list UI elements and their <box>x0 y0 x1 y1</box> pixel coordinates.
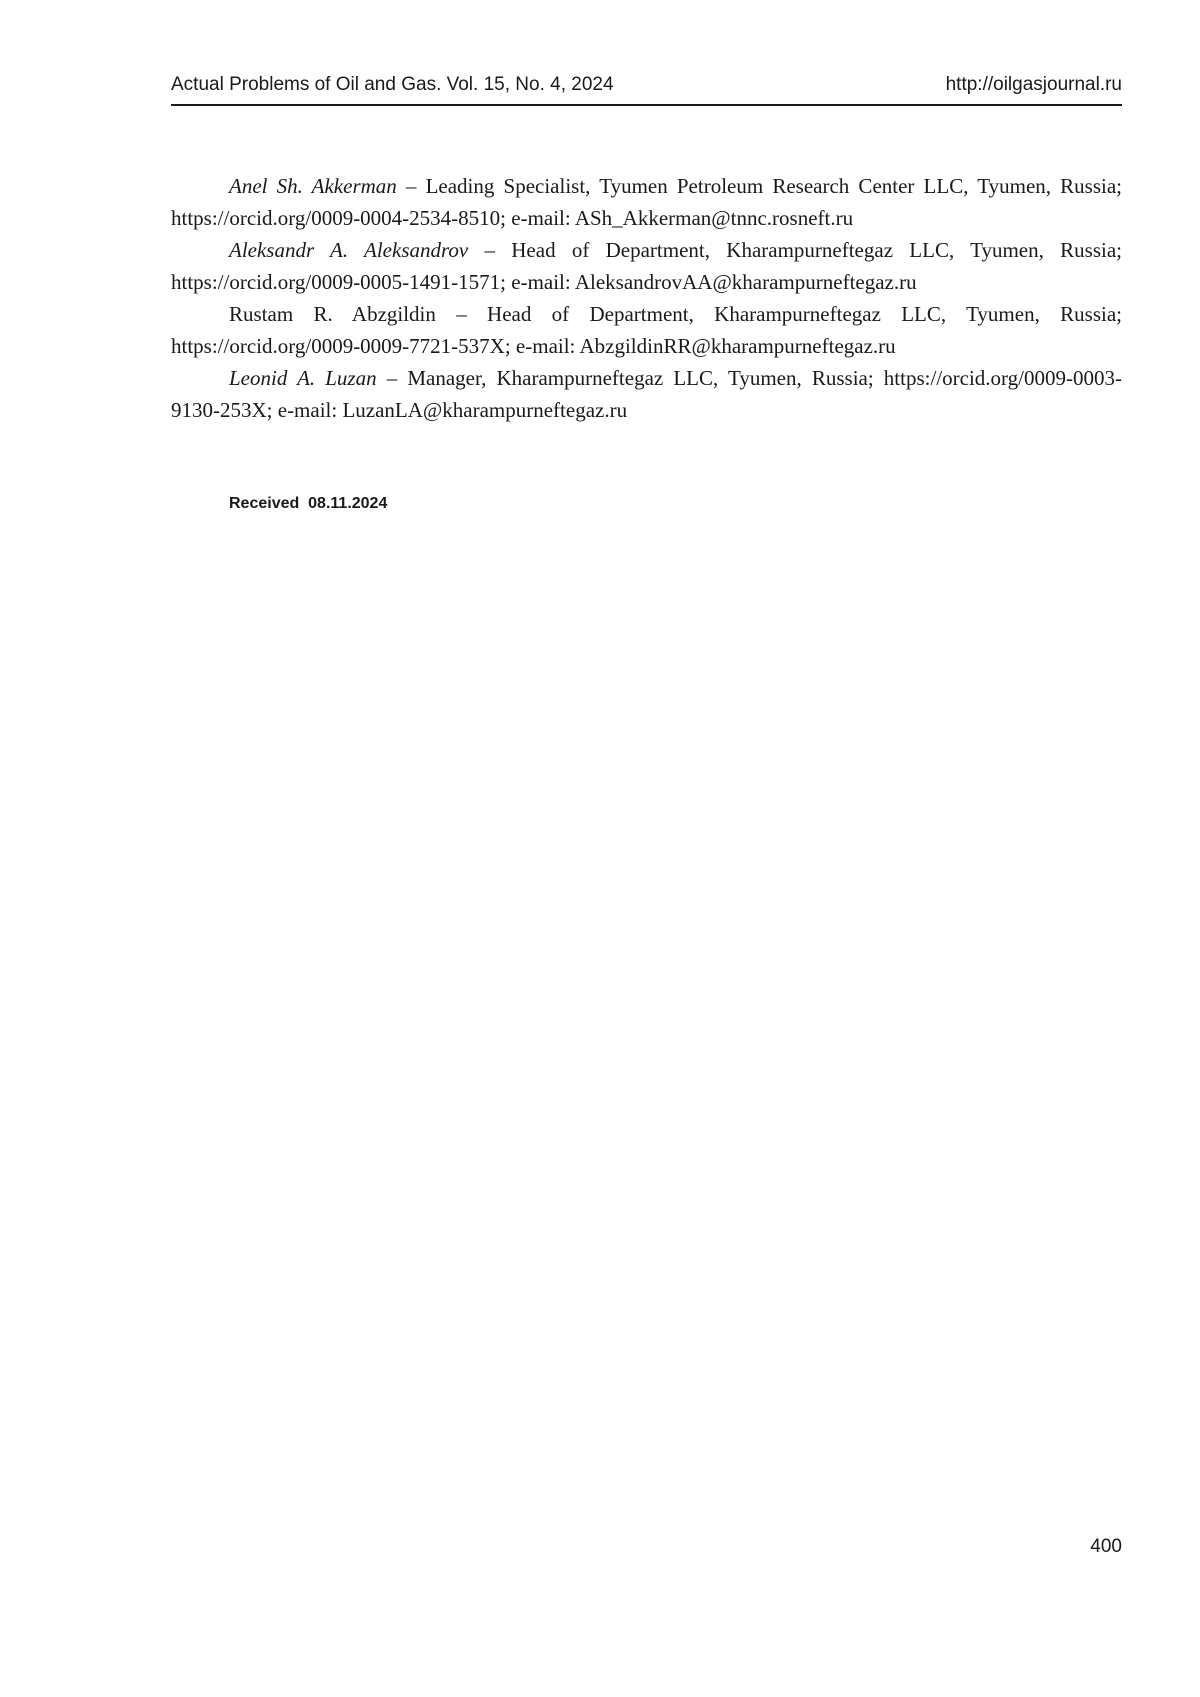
author-entry <box>171 170 1122 234</box>
author-info-section <box>171 170 1122 426</box>
journal-title: Actual Problems of Oil and Gas. Vol. 15, No. 4, 2024 <box>171 74 614 95</box>
author-entry <box>171 298 1122 362</box>
author-details: – Head of Department, Kharampurneftegaz LLC, Tyumen, Russia; https://orcid.org/0009-0009-7721-537X; e-mail: AbzgildinRR@kharampurneftegaz.ru <box>171 302 1122 358</box>
author-name: Aleksandr A. Aleksandrov <box>229 238 469 262</box>
journal-url: http://oilgasjournal.ru <box>945 74 1122 95</box>
author-details: – Head of Department, Kharampurneftegaz LLC, Tyumen, Russia; https://orcid.org/0009-0005-1491-1571; e-mail: AleksandrovAA@kharampurneftegaz.ru <box>171 238 1122 294</box>
author-entry <box>171 234 1122 298</box>
received-date: Received 08.11.2024 <box>229 495 388 512</box>
author-name: Anel Sh. Akkerman <box>229 174 397 198</box>
running-header <box>171 72 1122 106</box>
author-entry <box>171 362 1122 426</box>
author-details: – Leading Specialist, Tyumen Petroleum Research Center LLC, Tyumen, Russia; https://orcid.org/0009-0004-2534-8510; e-mail: ASh_Akkerman@tnnc.rosneft.ru <box>171 174 1122 230</box>
page-number: 400 <box>1090 1536 1122 1557</box>
author-name: Rustam R. Abzgildin <box>229 302 436 326</box>
author-details: – Manager, Kharampurneftegaz LLC, Tyumen, Russia; https://orcid.org/0009-0003-9130-253X; e-mail: LuzanLA@kharampurneftegaz.ru <box>171 366 1122 422</box>
author-name: Leonid A. Luzan <box>229 366 377 390</box>
